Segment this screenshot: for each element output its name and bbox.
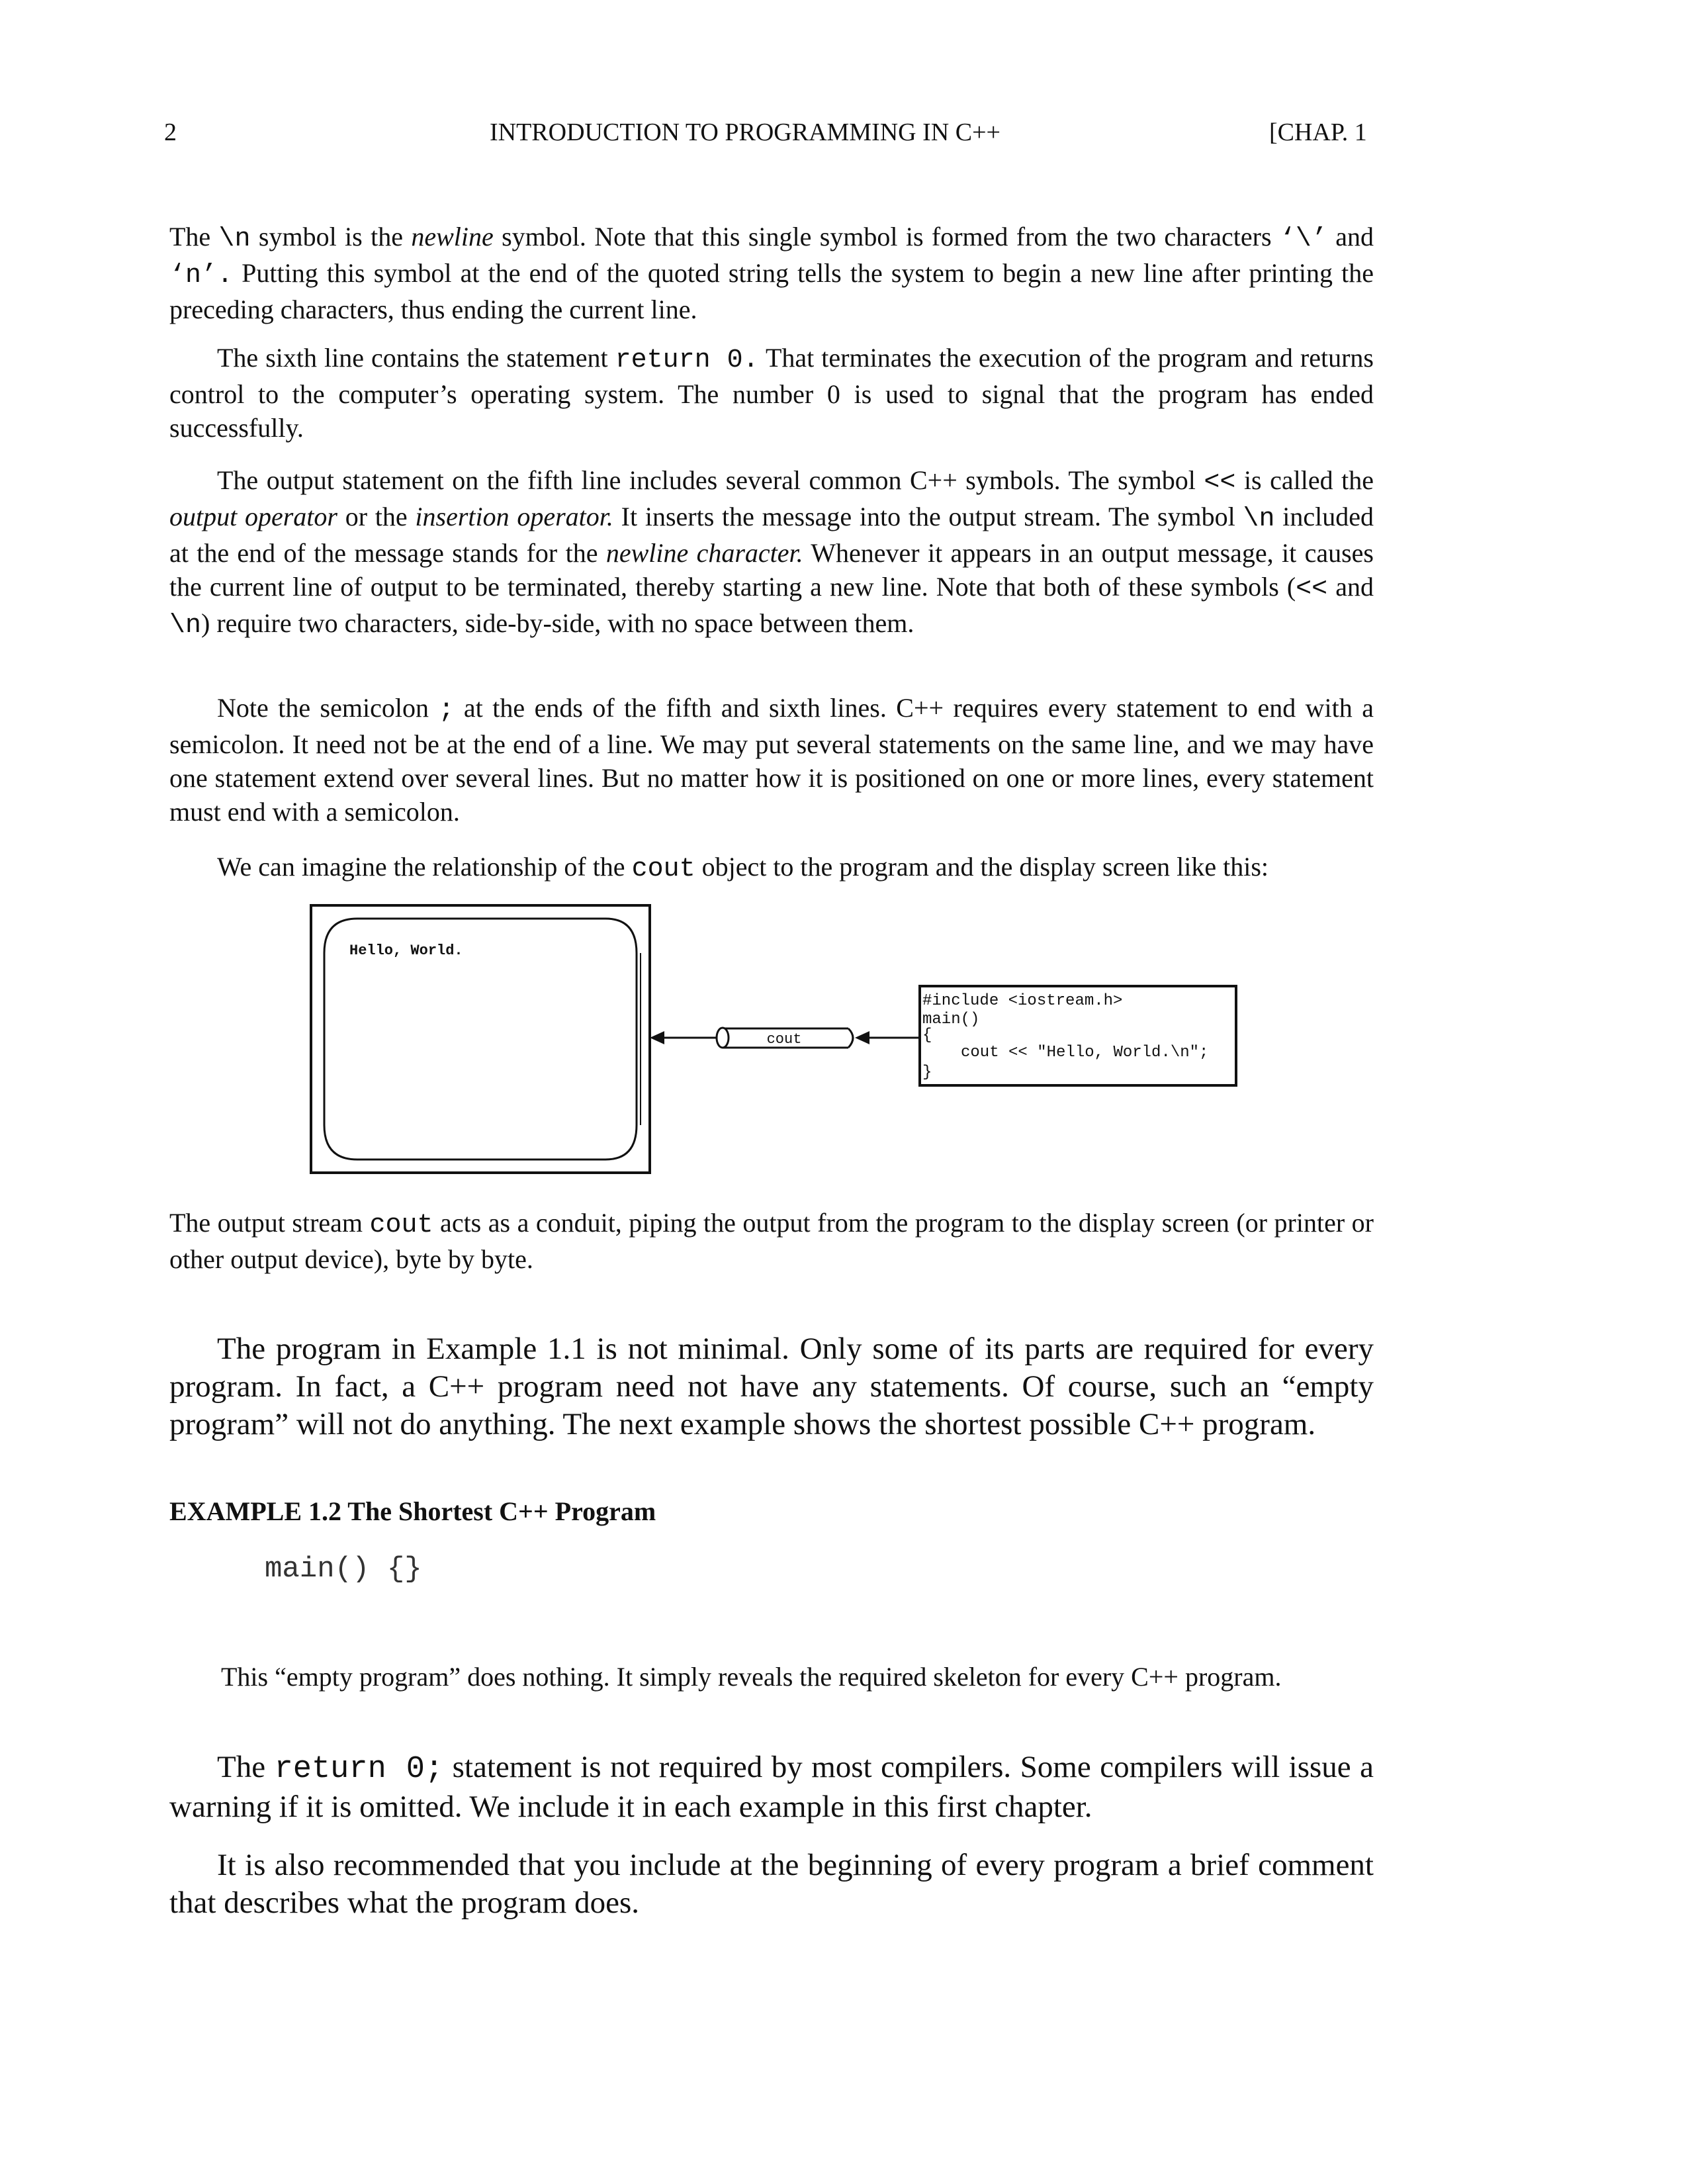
example-caption: EXAMPLE 1.2 The Shortest C++ Program	[169, 1496, 656, 1526]
emphasis: output operator	[169, 502, 337, 531]
inline-code: \n	[1243, 504, 1275, 534]
program-line-cout: cout << "Hello, World.\n";	[961, 1044, 1209, 1062]
text: ) require two characters, side-by-side, with no space between them.	[201, 608, 914, 638]
text: at the ends of the fifth and sixth lines. C++ requires every statement to end with a semicolon. It need not be at the end of a line. We may put several statements on the same line, and we may have one statement extend over several lines. But no matter how it is positioned on one or more lines, every statement must end with a semicolon.	[169, 693, 1374, 827]
text: Note the semicolon	[217, 693, 439, 723]
paragraph-conduit	[169, 1206, 1374, 1276]
program-line-close-brace: }	[922, 1064, 932, 1081]
inline-code: return 0.	[615, 345, 759, 375]
inline-code: ‘n’.	[169, 261, 234, 291]
inline-code: return 0;	[274, 1752, 444, 1787]
text: The sixth line contains the statement	[217, 343, 615, 373]
example-code: main() {}	[265, 1553, 422, 1586]
text: statement is not required by most compilers. Some compilers will issue a warning if it is omitted. We include it in each example in this first chapter.	[169, 1750, 1374, 1824]
example-note: This “empty program” does nothing. It simply reveals the required skeleton for every C++ program.	[221, 1662, 1282, 1692]
text: acts as a conduit, piping the output from the program to the display screen (or printer or other output device), byte by byte.	[169, 1208, 1374, 1274]
text: The output statement on the fifth line includes several common C++ symbols. The symbol	[217, 465, 1204, 495]
inline-code: cout	[369, 1210, 433, 1240]
program-line-open-brace: {	[922, 1026, 932, 1044]
emphasis: insertion operator.	[415, 502, 613, 531]
text: is called the	[1235, 465, 1374, 495]
inline-code: \n	[218, 224, 251, 254]
text: or the	[337, 502, 416, 531]
program-line-main: main()	[922, 1011, 980, 1028]
inline-code: <<	[1204, 468, 1236, 498]
text: Whenever it appears in an output message, it causes the current line of output to be terminated, thereby starting a new line. Note that both of these symbols (	[169, 538, 1374, 602]
text: We can imagine the relationship of the	[217, 852, 632, 882]
emphasis: newline character.	[605, 538, 803, 568]
running-title: INTRODUCTION TO PROGRAMMING IN C++	[490, 118, 1001, 146]
paragraph-brief-comment: It is also recommended that you include at the beginning of every program a brief comment that describes what the program does.	[169, 1848, 1374, 1920]
arrowhead-pipe-icon	[855, 1031, 869, 1044]
text: and	[1327, 572, 1374, 602]
text: It inserts the message into the output stream. The symbol	[613, 502, 1243, 531]
pipe-mouth	[848, 1028, 853, 1048]
text: symbol is the	[250, 222, 412, 251]
text: object to the program and the display screen like this:	[695, 852, 1269, 882]
inline-code: cout	[631, 854, 695, 884]
screen-output-text: Hello, World.	[349, 942, 463, 959]
inline-code: <<	[1296, 574, 1328, 604]
inline-code: ‘\’	[1279, 224, 1327, 254]
pipe-end-ellipse	[717, 1028, 729, 1048]
text: The	[217, 1750, 275, 1784]
text: and	[1327, 222, 1374, 251]
emphasis: newline	[411, 222, 494, 251]
text: That terminates the execution of the program and returns control to the computer’s operating system. The number 0 is used to signal that the program has ended successfully.	[169, 343, 1374, 443]
program-line-include: #include <iostream.h>	[922, 992, 1123, 1010]
page-number: 2	[164, 118, 177, 146]
inline-code: ;	[438, 696, 455, 725]
text: The	[169, 222, 219, 251]
paragraph-return-optional	[169, 1749, 1374, 1826]
paragraph-not-minimal: The program in Example 1.1 is not minimal. Only some of its parts are required for every program. In fact, a C++ program need not have any statements. Of course, such an “empty program” will not do anything. The next example shows the shortest possible C++ program.	[169, 1332, 1374, 1441]
text: included at the end of the message stands for the	[169, 502, 1374, 568]
chapter-label: [CHAP. 1	[1269, 118, 1367, 146]
text: Putting this symbol at the end of the quoted string tells the system to begin a new line after printing the preceding characters, thus ending the current line.	[169, 258, 1374, 324]
inline-code: \n	[169, 611, 202, 641]
arrowhead-screen-icon	[650, 1031, 664, 1044]
pipe-label: cout	[766, 1031, 802, 1048]
text: symbol. Note that this single symbol is formed from the two characters	[493, 222, 1280, 251]
text: The output stream	[169, 1208, 370, 1238]
